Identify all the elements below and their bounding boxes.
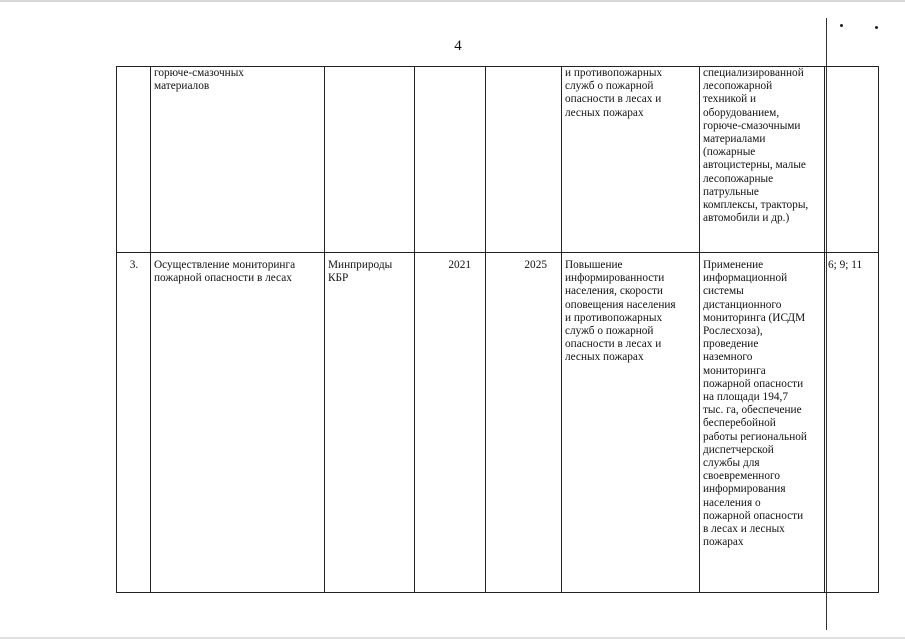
start-year-cell (415, 67, 486, 253)
activity-cell: Осуществление мониторинга пожарной опасности в лесах (151, 253, 325, 593)
measures-table (116, 66, 879, 593)
scan-edge-bottom (0, 637, 905, 639)
table-row (117, 67, 879, 253)
row-number: 3. (117, 253, 151, 593)
start-year-cell: 2021 (415, 253, 486, 593)
executor-cell: Минприроды КБР (325, 253, 415, 593)
row-number (117, 67, 151, 253)
indicators-cell: 6; 9; 11 (825, 253, 879, 593)
executor-cell (325, 67, 415, 253)
activity-cell: горюче-смазочных материалов (151, 67, 325, 253)
scan-edge-top (0, 0, 905, 2)
table-row (117, 253, 879, 593)
scan-speck (875, 26, 878, 29)
page-number: 4 (454, 38, 462, 54)
result-cell: и противопожарных служб о пожарной опасности в лесах и лесных пожарах (562, 67, 700, 253)
end-year-cell: 2025 (486, 253, 562, 593)
indicators-cell (825, 67, 879, 253)
details-cell: специализированной лесопожарной техникой и оборудованием, горюче-смазочными материалами (пожарные автоцистерны, малые лесопожарные патрульные комплексы, тракторы, автомобили и др.) (700, 67, 825, 253)
scan-speck (840, 24, 843, 27)
details-cell: Применение информационной системы дистанционного мониторинга (ИСДМ Рослесхоза), проведение наземного мониторинга пожарной опасности на площади 194,7 тыс. га, обеспечение бесперебойной работы региональной диспетчерской службы для своевременного информирования населения о пожарной опасности в лесах и лесных пожарах (700, 253, 825, 593)
end-year-cell (486, 67, 562, 253)
result-cell: Повышение информированности населения, скорости оповещения населения и противопожарных служб о пожарной опасности в лесах и лесных пожарах (562, 253, 700, 593)
